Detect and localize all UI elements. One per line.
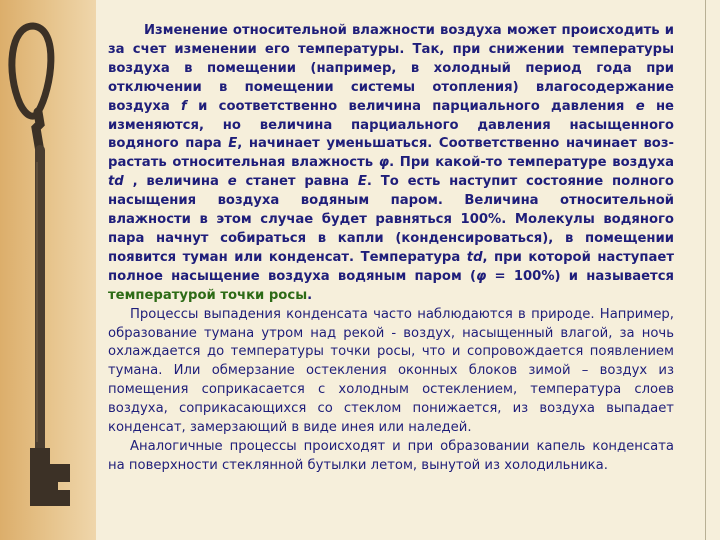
body-text bbox=[108, 22, 674, 476]
right-border-line bbox=[705, 0, 706, 540]
text-run: Изменение относительной влажности воздуха может происходить и за счет изменении его температуры. Так, при снижении температуры воздуха в помещении (например, в холодный период года при отключении в помещении системы отопления) влагосодержание воздуха bbox=[108, 23, 674, 114]
symbol-td: td bbox=[108, 174, 124, 190]
symbol-f: f bbox=[181, 98, 187, 114]
symbol-e: e bbox=[635, 98, 645, 114]
symbol-E: E bbox=[228, 136, 238, 152]
text-run: , величина bbox=[123, 174, 228, 190]
paragraph-condensation-nature: Процессы выпадения конденсата часто наблюдаются в природе. Например, образование тумана утром над рекой - воздух, насыщенный влагой, за ночь охлаждается до температуры точки росы, что и сопровождается появлением тумана. Или обмерзание остекления оконных блоков зимой – воздух из помещения соприкасается с холодным остеклением, температура слоев воздуха, соприкасающихся со стеклом понижается, из воздуха выпадает конденсат, замерзающий в виде инея или наледей. bbox=[108, 306, 674, 436]
dew-point-term: температурой точки росы bbox=[108, 287, 308, 303]
text-run: и соответственно величина парциального давления bbox=[186, 98, 636, 114]
antique-key-icon bbox=[0, 12, 90, 512]
symbol-E: E bbox=[357, 174, 367, 190]
text-run: станет равна bbox=[236, 174, 358, 190]
text-run: = 100%) и называется bbox=[486, 268, 674, 284]
paragraph-bottle-example: Аналогичные процессы происходят и при образовании капель конденсата на поверхности стеклянной бутылки летом, вынутой из холодильника. bbox=[108, 438, 674, 473]
symbol-phi: φ bbox=[476, 268, 487, 284]
text-run: . bbox=[307, 287, 313, 303]
symbol-e: e bbox=[227, 174, 237, 190]
text-run: . При какой-то температуре воздуха bbox=[389, 155, 674, 171]
text-run: , при которой наступает полное насыщение воздуха водяным паром ( bbox=[108, 249, 674, 284]
left-decor-panel bbox=[0, 0, 96, 540]
paragraph-dew-point bbox=[108, 22, 674, 306]
symbol-phi: φ bbox=[378, 155, 390, 171]
text-run: , начинает уменьшаться. Соответственно начинает воз-растать относительная влажность bbox=[108, 136, 674, 171]
symbol-td: td bbox=[466, 249, 483, 265]
text-run: . То есть наступит состояние полного насыщения воздуха водяным паром. Величина относительной влажности в этом случае будет равняться 100%. Молекулы водяного пара начнут собираться в капли (конденсироваться), в помещении появится туман или конденсат. Температура bbox=[108, 174, 674, 265]
text-run: не изменяются, но величина парциального давления насыщенного водяного пара bbox=[108, 98, 674, 152]
